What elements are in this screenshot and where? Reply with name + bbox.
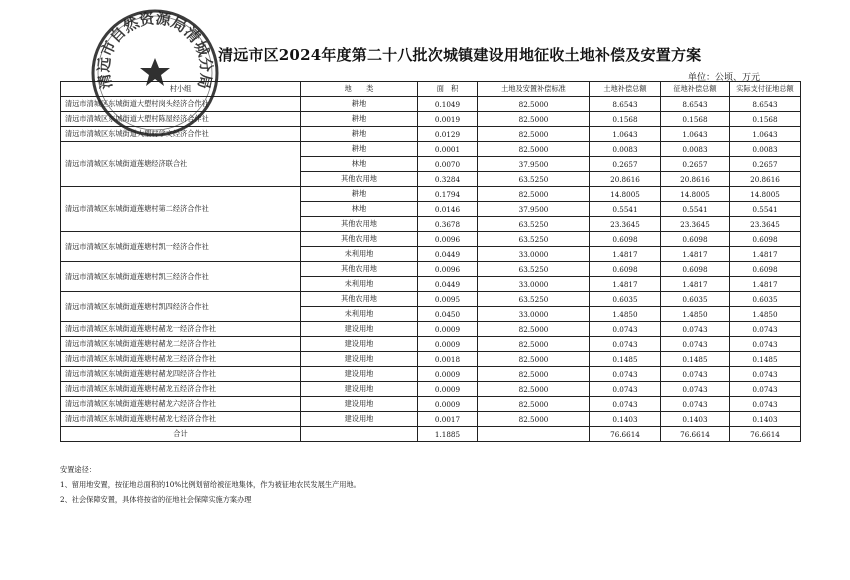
collective-name-cell: 清远市清城区东城街道莲塘村第二经济合作社: [61, 187, 301, 232]
actual-paid-cell: 0.6035: [730, 292, 801, 307]
column-header: 地 类: [301, 82, 418, 97]
requisition-comp-cell: 0.0743: [661, 382, 730, 397]
standard-cell: 63.5250: [478, 172, 590, 187]
standard-cell: 82.5000: [478, 127, 590, 142]
requisition-comp-cell: 0.6035: [661, 292, 730, 307]
table-row: [61, 352, 801, 367]
total-requisition-comp-cell: 76.6614: [661, 427, 730, 442]
area-cell: 0.0009: [418, 397, 478, 412]
standard-cell: 82.5000: [478, 382, 590, 397]
land-type-cell: 其他农用地: [301, 292, 418, 307]
standard-cell: 82.5000: [478, 337, 590, 352]
area-cell: 0.0070: [418, 157, 478, 172]
land-comp-cell: 0.0083: [590, 142, 661, 157]
land-comp-cell: 14.8005: [590, 187, 661, 202]
standard-cell: 37.9500: [478, 157, 590, 172]
total-actual-paid-cell: 76.6614: [730, 427, 801, 442]
land-comp-cell: 1.4817: [590, 277, 661, 292]
land-type-cell: 林地: [301, 202, 418, 217]
land-type-cell: 其他农用地: [301, 262, 418, 277]
land-comp-cell: 0.0743: [590, 382, 661, 397]
standard-cell: 82.5000: [478, 352, 590, 367]
standard-cell: 82.5000: [478, 397, 590, 412]
area-cell: 0.0095: [418, 292, 478, 307]
land-comp-cell: 0.2657: [590, 157, 661, 172]
requisition-comp-cell: 0.0743: [661, 322, 730, 337]
requisition-comp-cell: 1.4850: [661, 307, 730, 322]
column-header: 土地及安置补偿标准: [478, 82, 590, 97]
area-cell: 0.0449: [418, 247, 478, 262]
table-row: [61, 262, 801, 277]
land-type-cell: 耕地: [301, 97, 418, 112]
land-type-cell: 未利用地: [301, 247, 418, 262]
area-cell: 0.1794: [418, 187, 478, 202]
standard-cell: 82.5000: [478, 97, 590, 112]
land-type-cell: 建设用地: [301, 397, 418, 412]
land-type-cell: 建设用地: [301, 367, 418, 382]
land-comp-cell: 0.0743: [590, 337, 661, 352]
actual-paid-cell: 0.5541: [730, 202, 801, 217]
area-cell: 0.0129: [418, 127, 478, 142]
actual-paid-cell: 0.6098: [730, 232, 801, 247]
land-comp-cell: 8.6543: [590, 97, 661, 112]
requisition-comp-cell: 23.3645: [661, 217, 730, 232]
standard-cell: 82.5000: [478, 112, 590, 127]
collective-name-cell: 清远市清城区东城街道莲塘经济联合社: [61, 142, 301, 187]
note-item: 2、社会保障安置，具体将按省的征地社会保障实施方案办理: [60, 495, 252, 504]
area-cell: 0.0009: [418, 337, 478, 352]
standard-cell: 37.9500: [478, 202, 590, 217]
land-comp-cell: 23.3645: [590, 217, 661, 232]
area-cell: 0.0096: [418, 262, 478, 277]
resettlement-notes: [60, 462, 361, 507]
area-cell: 0.0146: [418, 202, 478, 217]
land-comp-cell: 0.0743: [590, 397, 661, 412]
actual-paid-cell: 0.1568: [730, 112, 801, 127]
actual-paid-cell: 0.0743: [730, 337, 801, 352]
requisition-comp-cell: 1.0643: [661, 127, 730, 142]
requisition-comp-cell: 14.8005: [661, 187, 730, 202]
land-comp-cell: 1.0643: [590, 127, 661, 142]
actual-paid-cell: 1.4850: [730, 307, 801, 322]
actual-paid-cell: 0.1485: [730, 352, 801, 367]
table-row: [61, 97, 801, 112]
requisition-comp-cell: 0.0743: [661, 397, 730, 412]
collective-name-cell: 清远市清城区东城街道莲塘村赭龙七经济合作社: [61, 412, 301, 427]
column-header: 面 积: [418, 82, 478, 97]
standard-cell: 33.0000: [478, 307, 590, 322]
standard-cell: 82.5000: [478, 322, 590, 337]
land-comp-cell: 0.5541: [590, 202, 661, 217]
land-type-cell: 建设用地: [301, 337, 418, 352]
table-row: [61, 322, 801, 337]
area-cell: 0.1049: [418, 97, 478, 112]
column-header: 村小组: [61, 82, 301, 97]
land-comp-cell: 1.4817: [590, 247, 661, 262]
standard-cell: 82.5000: [478, 187, 590, 202]
land-comp-cell: 0.1403: [590, 412, 661, 427]
land-comp-cell: 0.0743: [590, 322, 661, 337]
land-type-cell: 未利用地: [301, 277, 418, 292]
requisition-comp-cell: 1.4817: [661, 277, 730, 292]
requisition-comp-cell: 0.6098: [661, 262, 730, 277]
area-cell: 0.0009: [418, 382, 478, 397]
table-row: [61, 127, 801, 142]
area-cell: 0.0018: [418, 352, 478, 367]
standard-cell: 33.0000: [478, 247, 590, 262]
standard-cell: 82.5000: [478, 142, 590, 157]
requisition-comp-cell: 0.1485: [661, 352, 730, 367]
land-comp-cell: 0.0743: [590, 367, 661, 382]
collective-name-cell: 清远市清城区东城街道莲塘村赭龙二经济合作社: [61, 337, 301, 352]
land-type-cell: 建设用地: [301, 352, 418, 367]
requisition-comp-cell: 0.1403: [661, 412, 730, 427]
collective-name-cell: 清远市清城区东城街道莲塘村赭龙四经济合作社: [61, 367, 301, 382]
total-standard-cell: [478, 427, 590, 442]
standard-cell: 63.5250: [478, 292, 590, 307]
area-cell: 0.0449: [418, 277, 478, 292]
actual-paid-cell: 8.6543: [730, 97, 801, 112]
standard-cell: 63.5250: [478, 217, 590, 232]
actual-paid-cell: 0.0743: [730, 382, 801, 397]
table-row: [61, 367, 801, 382]
collective-name-cell: 清远市清城区东城街道莲塘村凯一经济合作社: [61, 232, 301, 262]
requisition-comp-cell: 8.6543: [661, 97, 730, 112]
land-comp-cell: 0.1485: [590, 352, 661, 367]
area-cell: 0.3678: [418, 217, 478, 232]
table-row: [61, 397, 801, 412]
actual-paid-cell: 0.6098: [730, 262, 801, 277]
actual-paid-cell: 1.4817: [730, 277, 801, 292]
table-row: [61, 232, 801, 247]
actual-paid-cell: 23.3645: [730, 217, 801, 232]
land-comp-cell: 20.8616: [590, 172, 661, 187]
table-row: [61, 187, 801, 202]
requisition-comp-cell: 0.0083: [661, 142, 730, 157]
column-header: 实际支付征地总额: [730, 82, 801, 97]
land-comp-cell: 1.4850: [590, 307, 661, 322]
standard-cell: 63.5250: [478, 232, 590, 247]
collective-name-cell: 清远市清城区东城街道莲塘村凯四经济合作社: [61, 292, 301, 322]
requisition-comp-cell: 0.0743: [661, 367, 730, 382]
area-cell: 0.0009: [418, 367, 478, 382]
land-comp-cell: 0.6098: [590, 262, 661, 277]
requisition-comp-cell: 0.2657: [661, 157, 730, 172]
actual-paid-cell: 0.2657: [730, 157, 801, 172]
actual-paid-cell: 0.1403: [730, 412, 801, 427]
land-type-cell: 未利用地: [301, 307, 418, 322]
collective-name-cell: 清远市清城区东城街道大塱村学文经济合作社: [61, 127, 301, 142]
actual-paid-cell: 0.0083: [730, 142, 801, 157]
area-cell: 0.0019: [418, 112, 478, 127]
requisition-comp-cell: 20.8616: [661, 172, 730, 187]
land-comp-cell: 0.1568: [590, 112, 661, 127]
total-land-type-cell: [301, 427, 418, 442]
total-row: [61, 427, 801, 442]
document-title: 清远市区2024年度第二十八批次城镇建设用地征收土地补偿及安置方案: [218, 46, 702, 64]
compensation-table: [60, 81, 801, 442]
actual-paid-cell: 0.0743: [730, 322, 801, 337]
standard-cell: 33.0000: [478, 277, 590, 292]
land-type-cell: 耕地: [301, 127, 418, 142]
collective-name-cell: 清远市清城区东城街道大塱村陈屋经济合作社: [61, 112, 301, 127]
land-type-cell: 其他农用地: [301, 232, 418, 247]
area-cell: 0.0096: [418, 232, 478, 247]
requisition-comp-cell: 1.4817: [661, 247, 730, 262]
area-cell: 0.0001: [418, 142, 478, 157]
table-row: [61, 112, 801, 127]
area-cell: 0.0450: [418, 307, 478, 322]
collective-name-cell: 清远市清城区东城街道莲塘村赭龙三经济合作社: [61, 352, 301, 367]
requisition-comp-cell: 0.5541: [661, 202, 730, 217]
land-type-cell: 建设用地: [301, 322, 418, 337]
area-cell: 0.0009: [418, 322, 478, 337]
area-cell: 0.0017: [418, 412, 478, 427]
land-type-cell: 其他农用地: [301, 217, 418, 232]
standard-cell: 82.5000: [478, 412, 590, 427]
total-label-cell: 合计: [61, 427, 301, 442]
actual-paid-cell: 1.0643: [730, 127, 801, 142]
collective-name-cell: 清远市清城区东城街道大塱村岗头经济合作社: [61, 97, 301, 112]
standard-cell: 82.5000: [478, 367, 590, 382]
land-type-cell: 耕地: [301, 142, 418, 157]
table-row: [61, 292, 801, 307]
land-type-cell: 其他农用地: [301, 172, 418, 187]
collective-name-cell: 清远市清城区东城街道莲塘村赭龙一经济合作社: [61, 322, 301, 337]
column-header: 征地补偿总额: [661, 82, 730, 97]
land-type-cell: 建设用地: [301, 382, 418, 397]
actual-paid-cell: 0.0743: [730, 397, 801, 412]
actual-paid-cell: 1.4817: [730, 247, 801, 262]
table-row: [61, 142, 801, 157]
table-row: [61, 412, 801, 427]
land-type-cell: 耕地: [301, 112, 418, 127]
land-comp-cell: 0.6098: [590, 232, 661, 247]
land-type-cell: 林地: [301, 157, 418, 172]
area-cell: 0.3284: [418, 172, 478, 187]
requisition-comp-cell: 0.6098: [661, 232, 730, 247]
table-row: [61, 337, 801, 352]
actual-paid-cell: 20.8616: [730, 172, 801, 187]
land-type-cell: 建设用地: [301, 412, 418, 427]
collective-name-cell: 清远市清城区东城街道莲塘村赭龙六经济合作社: [61, 397, 301, 412]
collective-name-cell: 清远市清城区东城街道莲塘村赭龙五经济合作社: [61, 382, 301, 397]
total-area-cell: 1.1885: [418, 427, 478, 442]
actual-paid-cell: 0.0743: [730, 367, 801, 382]
requisition-comp-cell: 0.0743: [661, 337, 730, 352]
svg-text:清远市自然资源局清城分局: 清远市自然资源局清城分局: [94, 9, 216, 91]
collective-name-cell: 清远市清城区东城街道莲塘村凯三经济合作社: [61, 262, 301, 292]
standard-cell: 63.5250: [478, 262, 590, 277]
land-type-cell: 耕地: [301, 187, 418, 202]
header-row: [61, 82, 801, 97]
notes-heading: 安置途径：: [60, 465, 96, 474]
table-row: [61, 382, 801, 397]
land-comp-cell: 0.6035: [590, 292, 661, 307]
total-land-comp-cell: 76.6614: [590, 427, 661, 442]
actual-paid-cell: 14.8005: [730, 187, 801, 202]
note-item: 1、留用地安置，按征地总面积的10%比例划留给被征地集体，作为被征地农民发展生产用地。: [60, 480, 361, 489]
requisition-comp-cell: 0.1568: [661, 112, 730, 127]
unit-label: 单位：公顷、万元: [687, 73, 760, 83]
column-header: 土地补偿总额: [590, 82, 661, 97]
